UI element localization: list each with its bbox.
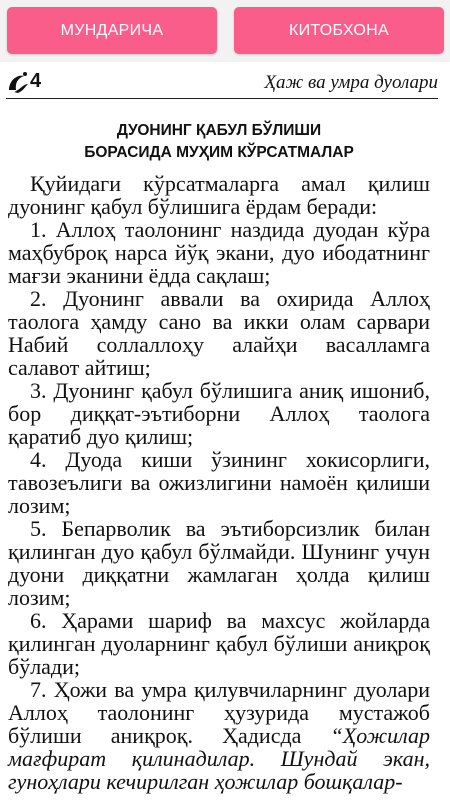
intro-paragraph: Қуйидаги кўрсатмаларга амал қилиш дуонинг қабул бўлишига ёрдам беради:: [8, 171, 430, 219]
article-title: [8, 120, 430, 164]
library-button[interactable]: КИТОБХОНА: [234, 7, 444, 54]
running-title: Ҳаж ва умра дуолари: [264, 72, 438, 93]
list-item: 5. Бепарволик ва эътиборсизлик билан қилинган дуо қабул бўлмайди. Шунинг учун дуони диққатни жамлаган ҳолда қилиш лозим;: [8, 516, 430, 610]
list-item: 1. Аллоҳ таолонинг наздида дуодан кўра маҳбуброқ нарса йўқ экани, дуо ибодатнинг мағзи эканини ёдда сақлаш;: [8, 217, 430, 288]
list-item: 6. Ҳарами шариф ва махсус жойларда қилинган дуоларнинг қабул бўлиши аниқроқ бўлади;: [8, 608, 430, 679]
ornament-logo-icon: [6, 70, 32, 94]
page-number: 4: [30, 70, 42, 92]
page-header: [6, 68, 438, 99]
contents-button[interactable]: МУНДАРИЧА: [7, 7, 217, 54]
list-item: 2. Дуонинг аввали ва охирида Аллоҳ таолога ҳамду сано ва икки олам сарвари Набий соллаллоҳу алайҳи васалламга салавот айтиш;: [8, 286, 430, 380]
list-item: 3. Дуонинг қабул бўлишига аниқ ишониб, бор диққат-эътиборни Аллоҳ таолога қаратиб дуо қилиш;: [8, 378, 430, 449]
top-toolbar: [0, 0, 450, 62]
list-item-7: [8, 678, 430, 793]
item7-text: 7. Ҳожи ва умра қилувчиларнинг дуолари Аллоҳ таолонинг ҳузурида мустажоб бўлиши аниқроқ. Ҳадисда: [8, 677, 430, 748]
hadith-quote: “Ҳожилар мағфират қилинадилар. Шундай экан, гуноҳлари кечирилган ҳожилар бошқалар-: [8, 723, 430, 794]
article: [8, 120, 430, 793]
list-item: 4. Дуода киши ўзининг хокисорлиги, тавозеълиги ва ожизлигини намоён қилиши лозим;: [8, 447, 430, 518]
article-title-line1: ДУОНИНГ ҚАБУЛ БЎЛИШИ: [116, 122, 322, 139]
article-title-line2: БОРАСИДА МУҲИМ КЎРСАТМАЛАР: [84, 144, 354, 161]
